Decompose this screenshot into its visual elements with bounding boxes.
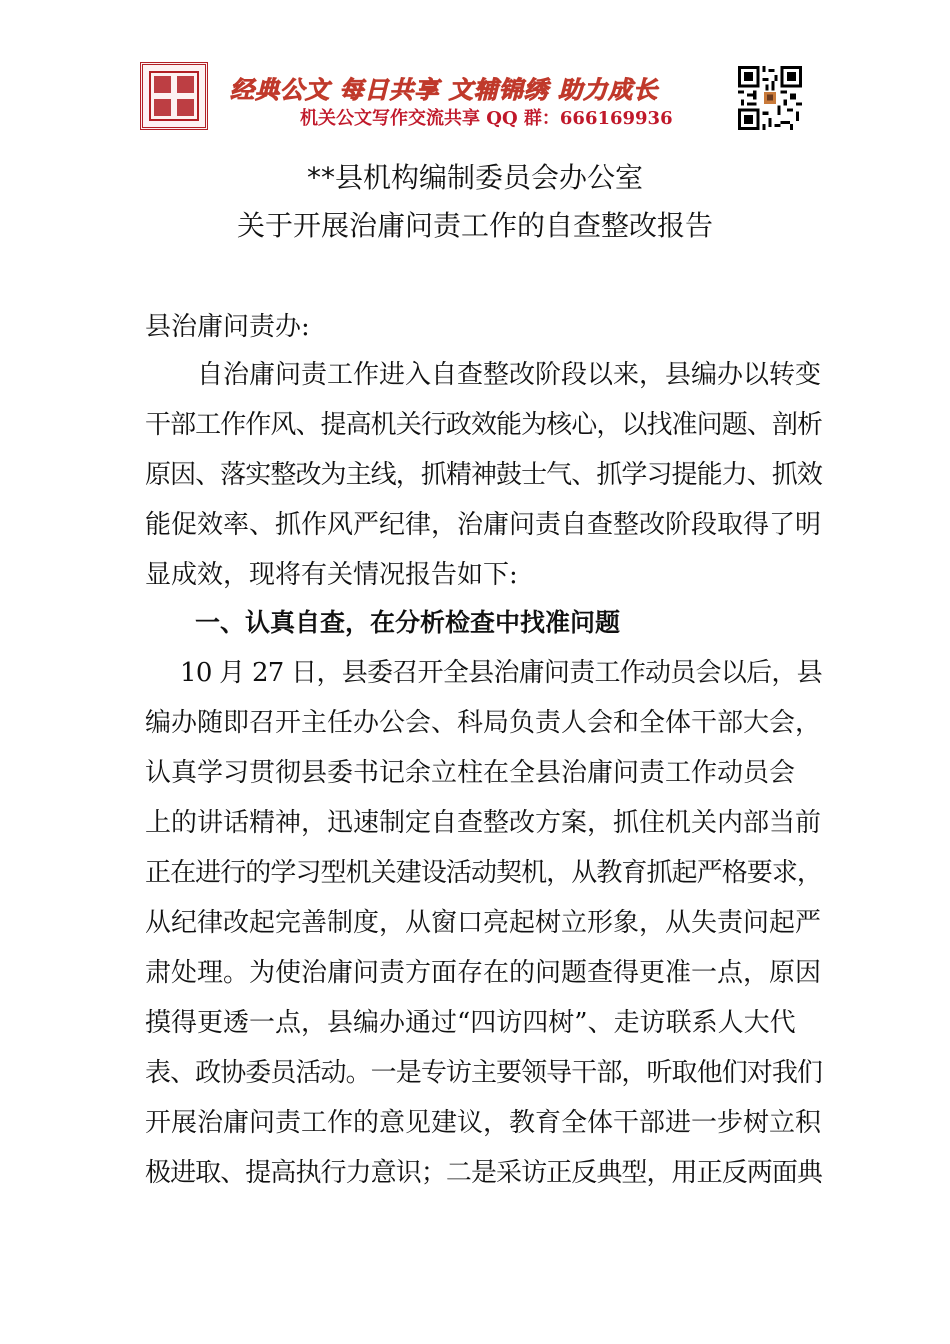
paragraph-line: 原因、落实整改为主线，抓精神鼓士气、抓学习提能力、抓效	[145, 460, 823, 490]
paragraph-line: 显成效，现将有关情况报告如下:	[145, 560, 518, 590]
paragraph-line: 开展治庸问责工作的意见建议，教育全体干部进一步树立积	[145, 1108, 822, 1138]
document-title-line-1: **县机构编制委员会办公室	[306, 161, 643, 194]
document-title-line-2: 关于开展治庸问责工作的自查整改报告	[236, 209, 713, 242]
section-heading: 一、认真自查，在分析检查中找准问题	[195, 608, 621, 637]
paragraph-line: 干部工作作风、提高机关行政效能为核心，以找准问题、剖析	[145, 410, 823, 440]
qq-group-text: 机关公文写作交流共享 QQ 群：666169936	[300, 108, 673, 129]
paragraph-line: 上的讲话精神，迅速制定自查整改方案，抓住机关内部当前	[145, 808, 822, 838]
paragraph-line: 正在进行的学习型机关建设活动契机，从教育抓起严格要求，	[145, 858, 823, 888]
paragraph-line: 从纪律改起完善制度，从窗口亮起树立形象，从失责问起严	[145, 908, 822, 938]
paragraph-line: 极进取、提高执行力意识；二是采访正反典型，用正反两面典	[145, 1158, 823, 1188]
paragraph-line: 认真学习贯彻县委书记余立柱在全县治庸问责工作动员会	[145, 758, 796, 788]
paragraph-line: 肃处理。为使治庸问责方面存在的问题查得更准一点，原因	[145, 958, 822, 988]
banner-slogan: 经典公文 每日共享 文辅锦绣 助力成长	[230, 76, 659, 104]
header-banner	[140, 62, 810, 140]
paragraph-line: 摸得更透一点，县编办通过“四访四树”、走访联系人大代	[145, 1008, 796, 1038]
paragraph-line: 10 月 27 日，县委召开全县治庸问责工作动员会以后，县	[180, 658, 822, 688]
paragraph-line: 能促效率、抓作风严纪律，治庸问责自查整改阶段取得了明	[145, 510, 822, 540]
salutation: 县治庸问责办:	[145, 312, 310, 342]
paragraph-line: 表、政协委员活动。一是专访主要领导干部，听取他们对我们	[145, 1058, 823, 1088]
paragraph-line: 编办随即召开主任办公会、科局负责人会和全体干部大会，	[145, 708, 822, 738]
seal-logo-icon	[140, 62, 208, 130]
paragraph-line: 自治庸问责工作进入自查整改阶段以来，县编办以转变	[197, 360, 822, 390]
qr-code-icon	[738, 66, 802, 130]
